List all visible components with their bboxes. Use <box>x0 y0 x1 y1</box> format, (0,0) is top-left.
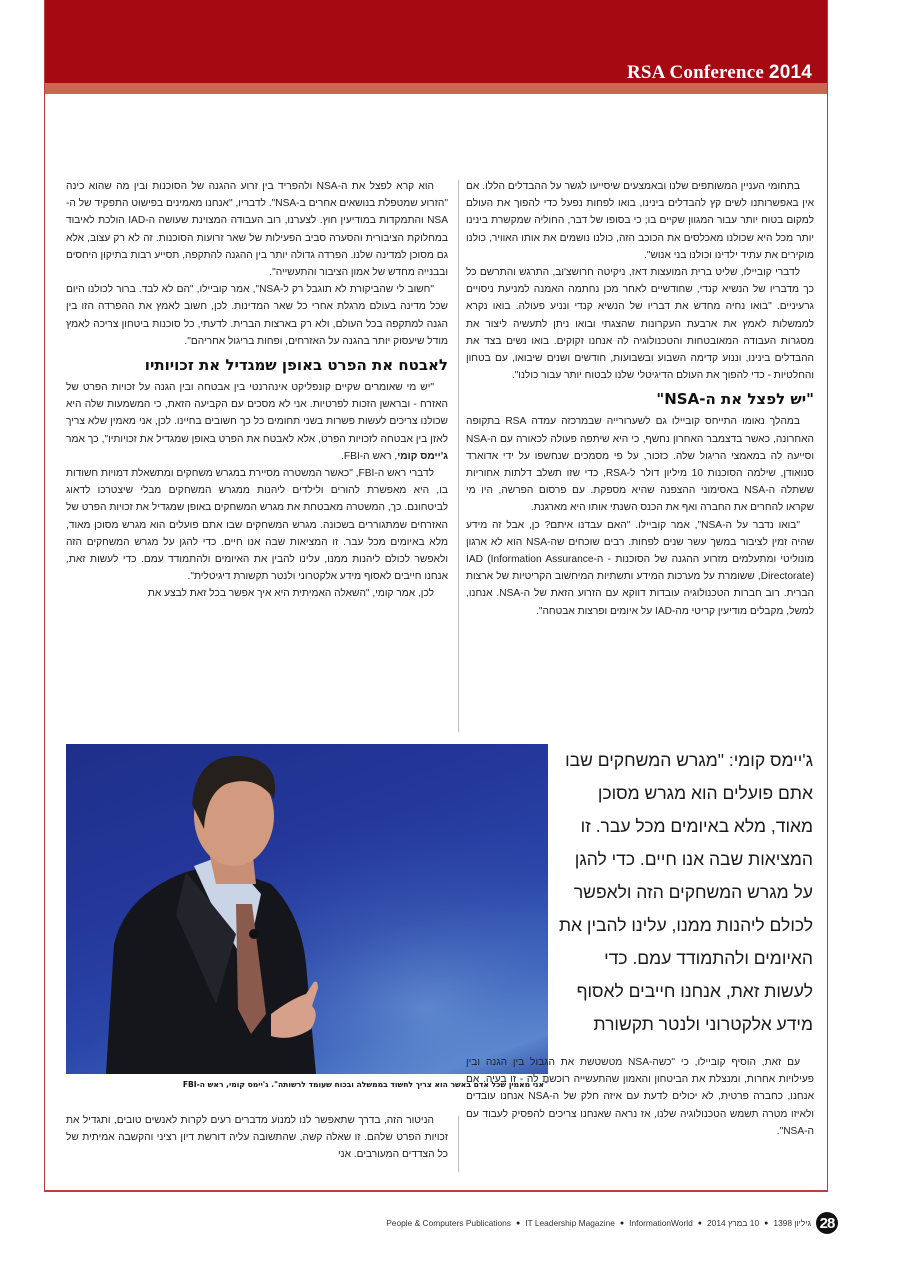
article-column-left-top <box>66 178 448 734</box>
paragraph: הוא קרא לפצל את ה-NSA ולהפריד בין זרוע ההגנה של הסוכנות ובין מה שהוא כינה "הזרוע שמטפלת בנושאים אחרים ב-NSA". לדבריו, "אנחנו מאמינים בפישוט התפקיד של ה-NSA והתמקדות במודיעין חוץ. לצערנו, רוב העבודה המצוינת שעושה ה-IAD הולכת לאיבוד במחלוקת הציבורית והסערה סביב הפעילות של שאר זרועות הסוכנות. זה לא רק עצוב, אלא גם מסוכן למדינה שלנו. הפרדה גדולה יותר בין ההגנה להתקפה, תסייע רבות בתיקון היחסים ובבנייה מחדש של אמון הציבור והתעשייה". <box>66 181 448 279</box>
subheading-secure-individual: לאבטח את הפרט באופן שמגדיל את זכויותיו <box>144 356 448 375</box>
footer-site: InformationWorld <box>629 1218 693 1228</box>
subheading-split-nsa: "יש לפצל את ה-NSA" <box>656 390 814 409</box>
bullet-icon: ● <box>619 1219 625 1227</box>
footer-issue: גיליון 1398 <box>773 1218 811 1228</box>
paragraph <box>66 379 448 465</box>
speaker-photo <box>66 744 548 1074</box>
paragraph: "חשוב לי שהביקורת לא תוגבל רק ל-NSA", אמר קוביילו, "הם לא לבד. ברור לכולנו היום שכל מדינה בעולם מרגלת אחרי כל שאר המדינות. לכן, חשוב לאמץ את ההפרדה הזו בין הגנה למתקפה בכל העולם, ולא רק בארצות הברית. לדעתי, כל סוכנות ביטחון צריכה לאמץ מודל שיעסוק יותר בהגנה על האזרחים, ופחות בריגול אחריהם". <box>66 284 448 347</box>
footer-publisher: People & Computers Publications <box>386 1218 511 1228</box>
paragraph: לכן, אמר קומי, "השאלה האמיתית היא איך אפשר בכל זאת לבצע את <box>147 588 434 600</box>
page-number-badge: 28 <box>816 1212 838 1234</box>
bullet-icon: ● <box>515 1219 521 1227</box>
footer-magazine: IT Leadership Magazine <box>525 1218 615 1228</box>
article-column-right-top <box>466 178 814 734</box>
pull-quote: ג'יימס קומי: "מגרש המשחקים שבו אתם פועלים הוא מגרש מסוכן מאוד, מלא באיומים מכל עבר. זו המציאות שבה אנו חיים. כדי להגן על מגרש המשחקים הזה ולאפשר לכולם ליהנות ממנו, עלינו להבין את האיומים ולהתמודד עמם. כדי לעשות זאת, אנחנו חייבים לאסוף מידע אלקטרוני ולנטר תקשורת <box>558 750 813 1034</box>
paragraph-text: "יש מי שאומרים שקיים קונפליקט אינהרנטי בין אבטחה ובין הגנה על זכויות הפרט של האזרח - ובראשן הזכות לפרטיות. אני לא מסכים עם הקביעה הזאת, כי המשמעות שלה היא שכולנו צריכים לעשות פשרות בשני תחומים כל כך חשובים בחיינו. לכן, אני מאמין שלא צריך לאזן בין אבטחה לזכויות הפרט, אלא לאבטח את הפרט באופן שמגדיל את זכויותיו", כך אמר <box>66 382 448 445</box>
speaker-illustration <box>66 744 548 1074</box>
paragraph-text: , ראש ה-FBI. <box>341 450 398 462</box>
paragraph: הניטור הזה, בדרך שתאפשר לנו למנוע מדברים רעים לקרות לאנשים טובים, ותגדיל את זכויות הפרט שלהם. זו שאלה קשה, שהתשובה עליה דורשת דיון רציני והקשבה אמיתית של כל הצדדים המעורבים. אני <box>66 1115 448 1161</box>
section-title-text: RSA Conference <box>626 62 764 83</box>
paragraph: לדברי ראש ה-FBI, "כאשר המשטרה מסיירת במגרש משחקים ומתשאלת דמויות חשודות בו, היא מאפשרת להורים ולילדים ליהנות ממגרש המשחקים מבלי שיצטרכו לדאוג לביטחונם. כך, המשטרה מאבטחת את מגרש המשחקים באופן שמגדיל את זכויות הפרט של האזרחים שמתגוררים בשכונה. מגרש המשחקים שבו אתם פועלים הוא מגרש מסוכן מאוד, מלא באיומים מכל עבר. זו המציאות שבה אנו חיים. כדי להגן על מגרש המשחקים הזה ולאפשר לכולם ליהנות ממנו, עלינו להבין את האיומים ולהתמודד עמם. כדי לעשות זאת, אנחנו חייבים לאסוף מידע אלקטרוני ולנטר תקשורת דיגיטלית". <box>66 468 448 583</box>
photo-caption: "אני מאמין שכל אדם באשר הוא צריך לחשוד בממשלה ובכוח שעומד לרשותה". ג'יימס קומי, ראש ה-FBI <box>182 1080 548 1089</box>
paragraph: עם זאת, הוסיף קוביילו, כי "כשה-NSA מטשטשת את הגבול בין הגנה ובין פעילויות אחרות, ומנצלת את הביטחון והאמון שהתעשייה רוכשת לה - זו בעיה. אם אנחנו, כחברה פרטית, לא יכולים לדעת עם איזה חלק של ה-NSA אנחנו עובדים ולאיזו מטרה תשמש הטכנולוגיה שלנו, אז נראה שאנחנו צריכים להפסיק לעבוד עם ה-NSA". <box>466 1057 814 1137</box>
bullet-icon: ● <box>697 1219 703 1227</box>
paragraph: במהלך נאומו התייחס קוביילו גם לשערורייה שבמרכזה עמדה RSA בתקופה האחרונה, כאשר בדצמבר האחרון נחשף, כי היא שיתפה פעולה לכאורה עם ה-NSA וסייעה לה במאמצי הריגול שלה. כזכור, על פי מסמכים שנחשפו על ידי אדוארד סנואודן, שילמה הסוכנות 10 מיליון דולר ל-RSA, כדי שזו תשלב דלתות אחוריות ששתלה ה-NSA באסימוני ההצפנה שהיא מספקת. עם פרסום הפרשה, היו מי שקראו להחרים את החברה ואף את הכנס השנתי אותו היא מארגנת. <box>466 416 814 514</box>
bullet-icon: ● <box>764 1219 769 1227</box>
paragraph: "בואו נדבר על ה-NSA", אמר קוביילו. "האם עבדנו איתם? כן, אבל זה מידע שהיה זמין לציבור במשך עשר שנים לפחות. רבים שוכחים שה-NSA הוא לא ארגון מונוליטי ומתעלמים מזרוע ההגנה של הסוכנות - ה-IAD (Information Assurance Directorate), ששומרת על מערכות המידע ותשתיות המיחשוב הקריטיות של ארצות הברית. רוב חברות הטכנולוגיה עובדות דווקא עם הזרוע הזאת של ה-NSA. אנחנו, למשל, מקבלים מודיעין קריטי מה-IAD על איומים ופרצות אבטחה". <box>466 519 814 617</box>
column-divider <box>458 1116 459 1172</box>
paragraph: לדברי קוביילו, שליט ברית המועצות דאז, ניקיטה חרושצ'וב, התרגש והתרשם כל כך מדבריו של הנשיא קנדי, שחודשיים לאחר מכן נחתמה האמנה למניעת ניסויים גרעיניים. "בואו נחיה מחדש את דבריו של הנשיא קנדי ונניע פעולה. בואו נקרא לממשלות לאמץ את ארבעת העקרונות שהצגתי ובואו ניתן לתעשיה ליצור את מסגרות העבודה המאובטחות והטכנולוגיה לה אנחנו זקוקים. בואו נשים בצד את ההבדלים בינינו, וננוע קדימה השבוע ובשבועות, חודשים ושנים שיבואו, עם בטחון והחלטיות - כדי להפוך את העולם הדיגיטלי שלנו לבטוח יותר עבור כולנו". <box>466 267 814 382</box>
article-column-right-bottom <box>466 1054 814 1178</box>
column-divider <box>458 180 459 732</box>
section-title-year: 2014 <box>768 62 812 83</box>
footer-date: 10 במרץ 2014 <box>707 1218 760 1228</box>
page-footer <box>386 1212 838 1234</box>
paragraph: בתחומי העניין המשותפים שלנו ובאמצעים שיסייעו לגשר על ההבדלים הללו. אם אין באפשרותנו לשים קץ להבדלים בינינו, בואו לפחות נפעל כדי להפוך את העולם למקום בטוח יותר עבור המגוון שקיים בו; כי בסופו של דבר, החוליה שמקשרת בינינו יותר מכל היא שכולנו מאכלסים את הכוכב הזה, כולנו נושמים את אותו האוויר, כולנו מוקירים את עתיד ילדינו וכולנו בני אנוש". <box>466 181 814 261</box>
speaker-name: ג'יימס קומי <box>397 450 448 462</box>
article-column-left-bottom <box>66 1112 448 1178</box>
